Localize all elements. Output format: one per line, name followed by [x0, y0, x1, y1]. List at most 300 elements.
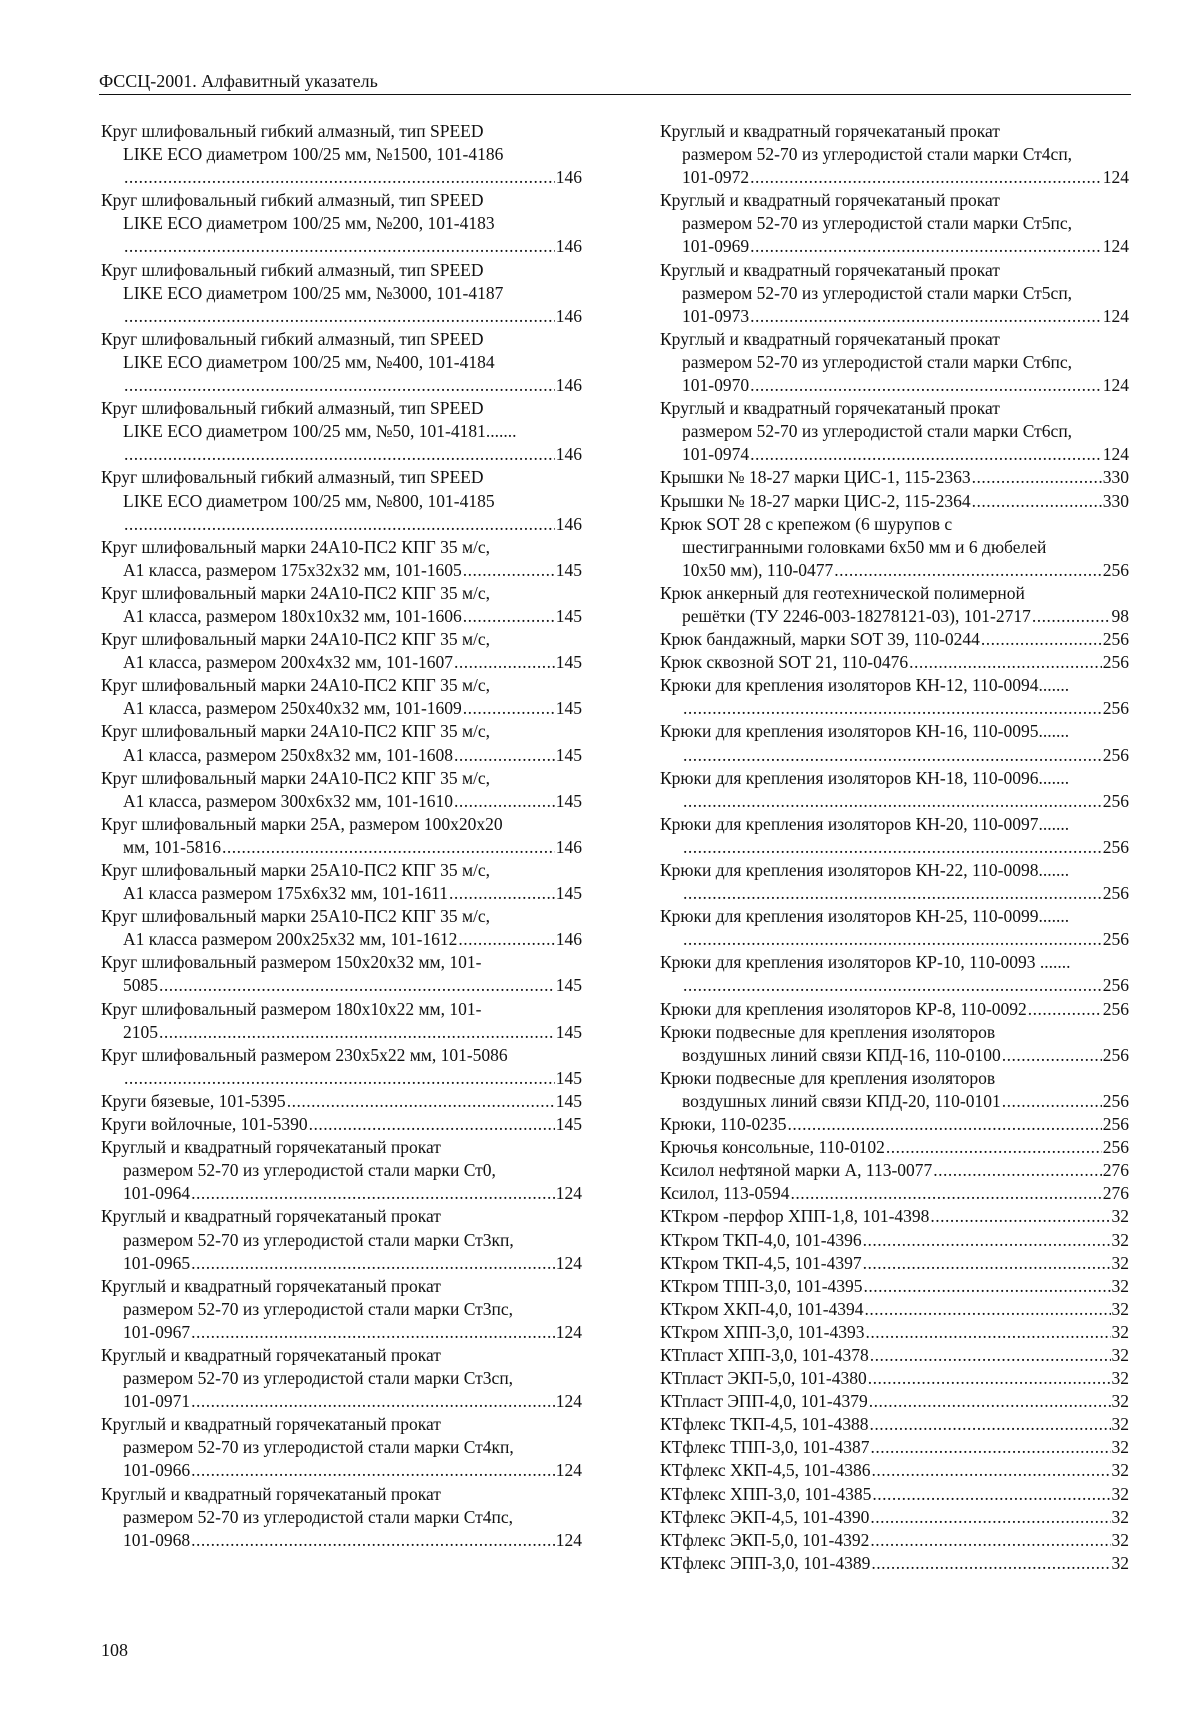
dot-leader [449, 882, 555, 905]
page-reference: 276 [1102, 1160, 1129, 1181]
dot-leader [191, 1529, 555, 1552]
entry-text-line: Круг шлифовальный марки 24А10-ПС2 КПГ 35 м/с, [101, 675, 491, 696]
entry-leader-line [101, 882, 582, 905]
dot-leader [683, 790, 1102, 813]
entry-text-line: КТкром ТКП-4,0, 101-4396 [660, 1229, 862, 1250]
entry-text-line: Крюки для крепления изоляторов КН-22, 110-0098....... [660, 860, 1070, 880]
entry-text-line: КТкром ХКП-4,0, 101-4394 [660, 1298, 864, 1319]
entry-text-line: КТфлекс ЭКП-5,0, 101-4392 [660, 1529, 870, 1550]
entry-text-line: Круг шлифовальный гибкий алмазный, тип SPEED [101, 121, 484, 141]
page-reference: 145 [555, 744, 582, 765]
entry-text-line: Круглый и квадратный горячекатаный прокат [101, 1483, 441, 1504]
entry-text-line: Круг шлифовальный марки 24А10-ПС2 КПГ 35 м/с, [101, 767, 491, 788]
index-entry [660, 490, 1129, 513]
entry-leader-line [660, 651, 1129, 674]
dot-leader [463, 605, 555, 628]
entry-text-line: 101-0967 [123, 1321, 191, 1342]
index-entry [101, 720, 582, 766]
page-reference: 124 [1102, 305, 1129, 326]
index-entry [660, 905, 1129, 951]
entry-text-line: размером 52-70 из углеродистой стали марки Ст3пс, [123, 1298, 514, 1319]
page-reference: 32 [1111, 1529, 1129, 1550]
entry-text-line: воздушных линий связи КПД-20, 110-0101 [682, 1090, 1001, 1111]
entry-text-line: 101-0971 [123, 1391, 191, 1412]
dot-leader [865, 1298, 1111, 1321]
entry-text-line: 101-0974 [682, 444, 750, 465]
index-entry [101, 1483, 582, 1552]
entry-text-line: Круглый и квадратный горячекатаный прокат [660, 328, 1000, 349]
index-entry [101, 1205, 582, 1274]
entry-leader-line [660, 235, 1129, 258]
entry-leader-line [101, 235, 582, 258]
index-entry [660, 513, 1129, 582]
entry-text-line: Круг шлифовальный гибкий алмазный, тип SPEED [101, 398, 484, 419]
entry-text-line: LIKE ECO диаметром 100/25 мм, №800, 101-4185 [123, 490, 495, 511]
entry-text-line: размером 52-70 из углеродистой стали марки Ст3сп, [123, 1368, 514, 1389]
index-entry [101, 1136, 582, 1205]
entry-text-line: КТфлекс ЭКП-4,5, 101-4390 [660, 1506, 870, 1527]
page-reference: 146 [555, 167, 582, 188]
page-reference: 146 [555, 444, 582, 465]
entry-text-line: Крюки для крепления изоляторов КН-12, 110-0094....... [660, 675, 1070, 696]
index-entry [101, 1113, 582, 1136]
dot-leader [124, 513, 555, 536]
entry-text-line: КТкром ТКП-4,5, 101-4397 [660, 1252, 862, 1273]
entry-leader-line [660, 466, 1129, 489]
page-reference: 330 [1102, 467, 1129, 488]
entry-text-line: решётки (ТУ 2246-003-18278121-03), 101-2717 [682, 605, 1031, 626]
entry-leader-line [660, 928, 1129, 951]
page-reference: 256 [1102, 1114, 1129, 1135]
entry-leader-line [101, 1252, 582, 1275]
page-reference: 145 [555, 1067, 582, 1088]
entry-text-line: Круглый и квадратный горячекатаный прокат [101, 1414, 441, 1435]
entry-text-line: Круги бязевые, 101-5395 [101, 1090, 286, 1111]
entry-text-line: Круг шлифовальный гибкий алмазный, тип SPEED [101, 259, 484, 280]
entry-leader-line [660, 166, 1129, 189]
dot-leader [124, 305, 555, 328]
entry-leader-line [660, 744, 1129, 767]
entry-leader-line [660, 1113, 1129, 1136]
entry-leader-line [101, 744, 582, 767]
index-entry [660, 1182, 1129, 1205]
index-entry [660, 1321, 1129, 1344]
index-entry [660, 674, 1129, 720]
page-reference: 256 [1102, 744, 1129, 765]
index-entry [660, 1113, 1129, 1136]
page-reference: 145 [555, 1021, 582, 1042]
entry-text-line: Круг шлифовальный размером 180х10х22 мм, 101- [101, 998, 482, 1019]
entry-text-line: Круг шлифовальный гибкий алмазный, тип SPEED [101, 190, 484, 211]
dot-leader [863, 1252, 1111, 1275]
index-entry [101, 1413, 582, 1482]
index-entry [101, 466, 582, 535]
index-entry [101, 998, 582, 1044]
running-header [99, 70, 1131, 95]
page-reference: 32 [1111, 1414, 1129, 1435]
page-reference: 32 [1111, 1252, 1129, 1273]
entry-leader-line [660, 1252, 1129, 1275]
index-entry [660, 328, 1129, 397]
entry-leader-line [101, 1182, 582, 1205]
entry-text-line: КТфлекс ХПП-3,0, 101-4385 [660, 1483, 872, 1504]
entry-text-line: Крюки для крепления изоляторов КР-10, 110-0093 ....... [660, 952, 1071, 973]
index-entry [101, 582, 582, 628]
entry-leader-line [101, 374, 582, 397]
entry-text-line: Крюк сквозной SOT 21, 110-0476 [660, 652, 909, 673]
page-reference: 256 [1102, 929, 1129, 950]
dot-leader [863, 1229, 1111, 1252]
entry-leader-line [660, 1321, 1129, 1344]
entry-text-line: размером 52-70 из углеродистой стали марки Ст4сп, [682, 144, 1073, 165]
entry-text-line: 101-0972 [682, 167, 750, 188]
entry-text-line: 10х50 мм), 110-0477 [682, 559, 834, 580]
entry-text-line: А1 класса размером 175х6х32 мм, 101-1611 [123, 883, 448, 904]
entry-leader-line [660, 305, 1129, 328]
entry-text-line: Круг шлифовальный марки 25А10-ПС2 КПГ 35 м/с, [101, 906, 491, 927]
page-reference: 256 [1102, 1137, 1129, 1158]
dot-leader [191, 1182, 555, 1205]
index-entry [660, 189, 1129, 258]
index-entry [660, 1159, 1129, 1182]
page-reference: 98 [1111, 605, 1129, 626]
index-entry [660, 466, 1129, 489]
dot-leader [870, 1506, 1110, 1529]
entry-leader-line [660, 790, 1129, 813]
entry-leader-line [101, 605, 582, 628]
page-reference: 32 [1111, 1368, 1129, 1389]
entry-leader-line [101, 1390, 582, 1413]
index-entry [660, 1229, 1129, 1252]
dot-leader [972, 490, 1102, 513]
entry-text-line: размером 52-70 из углеродистой стали марки Ст3кп, [123, 1229, 514, 1250]
entry-text-line: Круг шлифовальный марки 24А10-ПС2 КПГ 35 м/с, [101, 536, 491, 557]
dot-leader [454, 651, 555, 674]
page-reference: 32 [1111, 1229, 1129, 1250]
dot-leader [871, 1459, 1110, 1482]
entry-text-line: КТкром -перфор ХПП-1,8, 101-4398 [660, 1206, 930, 1227]
dot-leader [981, 628, 1102, 651]
entry-text-line: Крюки подвесные для крепления изоляторов [660, 1021, 996, 1042]
entry-leader-line [660, 1459, 1129, 1482]
entry-leader-line [660, 1229, 1129, 1252]
page-reference: 146 [555, 513, 582, 534]
entry-leader-line [660, 1436, 1129, 1459]
index-entry [660, 259, 1129, 328]
entry-text-line: LIKE ECO диаметром 100/25 мм, №50, 101-4181....... [123, 421, 517, 442]
entry-text-line: Круг шлифовальный гибкий алмазный, тип SPEED [101, 328, 484, 349]
page-number: 108 [101, 1640, 128, 1660]
index-entry [660, 628, 1129, 651]
page-reference: 124 [555, 1391, 582, 1412]
dot-leader [1002, 1090, 1102, 1113]
entry-leader-line [660, 1044, 1129, 1067]
entry-text-line: Ксилол нефтяной марки А, 113-0077 [660, 1160, 933, 1181]
entry-text-line: Круглый и квадратный горячекатаный прокат [101, 1344, 441, 1365]
page-reference: 256 [1102, 836, 1129, 857]
page-reference: 146 [555, 375, 582, 396]
entry-text-line: А1 класса, размером 300х6х32 мм, 101-1610 [123, 790, 454, 811]
page-reference: 145 [555, 790, 582, 811]
entry-leader-line [660, 1136, 1129, 1159]
entry-leader-line [660, 697, 1129, 720]
index-entry [101, 674, 582, 720]
page-reference: 124 [555, 1529, 582, 1550]
dot-leader [683, 928, 1102, 951]
dot-leader [191, 1459, 555, 1482]
entry-leader-line [660, 974, 1129, 997]
index-entry [101, 767, 582, 813]
index-entry [660, 1252, 1129, 1275]
page-reference: 145 [555, 698, 582, 719]
entry-text-line: Крюк бандажный, марки SOT 39, 110-0244 [660, 629, 980, 650]
dot-leader [750, 305, 1102, 328]
entry-text-line: 101-0973 [682, 305, 750, 326]
entry-text-line: Круг шлифовальный гибкий алмазный, тип SPEED [101, 467, 484, 488]
dot-leader [454, 790, 555, 813]
entry-text-line: А1 класса, размером 175х32х32 мм, 101-1605 [123, 559, 462, 580]
entry-text-line: КТпласт ЭКП-5,0, 101-4380 [660, 1368, 867, 1389]
entry-leader-line [101, 513, 582, 536]
entry-text-line: 101-0968 [123, 1529, 191, 1550]
entry-leader-line [101, 651, 582, 674]
page-reference: 256 [1102, 1044, 1129, 1065]
entry-text-line: LIKE ECO диаметром 100/25 мм, №1500, 101-4186 [123, 144, 504, 165]
index-entry [101, 951, 582, 997]
entry-text-line: Крюк SOT 28 с крепежом (6 шурупов с [660, 513, 953, 534]
entry-text-line: А1 класса, размером 180х10х32 мм, 101-1606 [123, 605, 462, 626]
dot-leader [683, 697, 1102, 720]
dot-leader [191, 1390, 555, 1413]
entry-leader-line [660, 836, 1129, 859]
index-entry [660, 1367, 1129, 1390]
page-reference: 146 [555, 305, 582, 326]
dot-leader [933, 1159, 1101, 1182]
entry-leader-line [101, 305, 582, 328]
entry-leader-line [660, 998, 1129, 1021]
dot-leader [864, 1275, 1111, 1298]
entry-leader-line [660, 882, 1129, 905]
page-reference: 32 [1111, 1506, 1129, 1527]
entry-leader-line [660, 374, 1129, 397]
index-entry [660, 1506, 1129, 1529]
page-reference: 256 [1102, 629, 1129, 650]
entry-text-line: А1 класса, размером 250х8х32 мм, 101-1608 [123, 744, 454, 765]
dot-leader [683, 836, 1102, 859]
dot-leader [463, 559, 555, 582]
page-reference: 146 [555, 236, 582, 257]
entry-text-line: Круг шлифовальный марки 25А10-ПС2 КПГ 35 м/с, [101, 860, 491, 880]
page-reference: 256 [1102, 998, 1129, 1019]
dot-leader [454, 744, 555, 767]
page-reference: 256 [1102, 559, 1129, 580]
entry-text-line: Круг шлифовальный размером 230х5х22 мм, 101-5086 [101, 1044, 508, 1065]
entry-text-line: размером 52-70 из углеродистой стали марки Ст5сп, [682, 282, 1073, 303]
dot-leader [750, 374, 1102, 397]
page-reference: 145 [555, 652, 582, 673]
page-reference: 145 [555, 559, 582, 580]
index-entry [660, 651, 1129, 674]
page-reference: 124 [555, 1252, 582, 1273]
index-entry [101, 189, 582, 258]
index-entry [101, 628, 582, 674]
entry-leader-line [101, 1021, 582, 1044]
page-reference: 124 [555, 1460, 582, 1481]
dot-leader [834, 559, 1101, 582]
entry-text-line: КТфлекс ЭПП-3,0, 101-4389 [660, 1552, 871, 1573]
entry-text-line: Крюки для крепления изоляторов КН-20, 110-0097....... [660, 813, 1070, 834]
page-reference: 145 [555, 1090, 582, 1111]
dot-leader [683, 882, 1102, 905]
page-reference: 32 [1111, 1460, 1129, 1481]
entry-leader-line [660, 1275, 1129, 1298]
dot-leader [124, 1067, 555, 1090]
dot-leader [868, 1367, 1111, 1390]
entry-leader-line [660, 490, 1129, 513]
entry-text-line: Круг шлифовальный марки 24А10-ПС2 КПГ 35 м/с, [101, 721, 491, 742]
entry-leader-line [660, 1390, 1129, 1413]
page-reference: 124 [1102, 444, 1129, 465]
entry-text-line: Круглый и квадратный горячекатаный прокат [660, 259, 1000, 280]
entry-leader-line [660, 1344, 1129, 1367]
entry-text-line: Крышки № 18-27 марки ЦИС-1, 115-2363 [660, 467, 971, 488]
page-reference: 32 [1111, 1483, 1129, 1504]
index-entry [660, 1552, 1129, 1575]
index-entry [660, 1021, 1129, 1067]
page-reference: 32 [1111, 1552, 1129, 1573]
index-entry [101, 536, 582, 582]
entry-leader-line [660, 559, 1129, 582]
dot-leader [870, 1344, 1111, 1367]
entry-leader-line [660, 443, 1129, 466]
entry-leader-line [660, 1483, 1129, 1506]
entry-leader-line [660, 1298, 1129, 1321]
dot-leader [972, 466, 1102, 489]
entry-text-line: КТкром ХПП-3,0, 101-4393 [660, 1321, 865, 1342]
entry-text-line: КТкром ТПП-3,0, 101-4395 [660, 1275, 863, 1296]
header-title: ФССЦ-2001. Алфавитный указатель [99, 71, 378, 91]
page-reference: 146 [555, 836, 582, 857]
dot-leader [683, 744, 1102, 767]
entry-leader-line [660, 1090, 1129, 1113]
entry-text-line: размером 52-70 из углеродистой стали марки Ст6пс, [682, 351, 1073, 372]
entry-leader-line [101, 1113, 582, 1136]
index-column-right [660, 120, 1129, 1575]
index-entry [101, 1275, 582, 1344]
entry-text-line: воздушных линий связи КПД-16, 110-0100 [682, 1044, 1001, 1065]
dot-leader [124, 374, 555, 397]
dot-leader [750, 166, 1102, 189]
entry-leader-line [101, 1459, 582, 1482]
entry-text-line: 101-0969 [682, 236, 750, 257]
page-reference: 256 [1102, 883, 1129, 904]
dot-leader [124, 166, 555, 189]
entry-text-line: 101-0964 [123, 1183, 191, 1204]
page-reference: 256 [1102, 975, 1129, 996]
dot-leader [791, 1182, 1102, 1205]
entry-text-line: Крюк анкерный для геотехнической полимерной [660, 582, 1025, 603]
entry-text-line: КТфлекс ХКП-4,5, 101-4386 [660, 1460, 871, 1481]
entry-text-line: 2105 [123, 1021, 158, 1042]
page-reference: 145 [555, 605, 582, 626]
index-entry [660, 859, 1129, 905]
entry-text-line: Крюки для крепления изоляторов КН-18, 110-0096....... [660, 767, 1070, 788]
entry-text-line: Круг шлифовальный марки 25А, размером 100х20х20 [101, 813, 503, 834]
page-reference: 256 [1102, 1090, 1129, 1111]
page-reference: 146 [555, 929, 582, 950]
page-reference: 124 [1102, 167, 1129, 188]
entry-text-line: Крюки для крепления изоляторов КН-25, 110-0099....... [660, 906, 1070, 927]
index-entry [660, 720, 1129, 766]
dot-leader [124, 235, 555, 258]
index-entry [660, 813, 1129, 859]
index-entry [660, 1205, 1129, 1228]
entry-leader-line [660, 1552, 1129, 1575]
entry-leader-line [101, 1321, 582, 1344]
entry-text-line: 101-0966 [123, 1460, 191, 1481]
index-column-left [101, 120, 582, 1552]
entry-leader-line [101, 928, 582, 951]
entry-leader-line [660, 628, 1129, 651]
index-entry [660, 1529, 1129, 1552]
entry-text-line: А1 класса размером 200х25х32 мм, 101-1612 [123, 929, 458, 950]
dot-leader [870, 1436, 1110, 1459]
entry-leader-line [660, 1159, 1129, 1182]
dot-leader [124, 443, 555, 466]
index-entry [660, 1436, 1129, 1459]
entry-leader-line [101, 1090, 582, 1113]
entry-text-line: LIKE ECO диаметром 100/25 мм, №200, 101-4183 [123, 213, 495, 234]
entry-leader-line [101, 166, 582, 189]
entry-text-line: А1 класса, размером 200х4х32 мм, 101-1607 [123, 652, 454, 673]
entry-leader-line [660, 1413, 1129, 1436]
index-entry [660, 998, 1129, 1021]
dot-leader [1032, 605, 1111, 628]
dot-leader [683, 974, 1102, 997]
entry-leader-line [101, 1067, 582, 1090]
entry-leader-line [660, 605, 1129, 628]
entry-leader-line [660, 1182, 1129, 1205]
entry-leader-line [101, 1529, 582, 1552]
dot-leader [930, 1205, 1110, 1228]
entry-text-line: Круг шлифовальный марки 24А10-ПС2 КПГ 35 м/с, [101, 629, 491, 650]
index-entry [660, 1067, 1129, 1113]
dot-leader [159, 974, 555, 997]
index-entry [660, 1136, 1129, 1159]
page-reference: 124 [1102, 236, 1129, 257]
index-entry [660, 1483, 1129, 1506]
page-reference: 330 [1102, 490, 1129, 511]
dot-leader [191, 1321, 555, 1344]
entry-text-line: Крюки подвесные для крепления изоляторов [660, 1067, 996, 1088]
entry-text-line: Круглый и квадратный горячекатаный прокат [660, 398, 1000, 419]
index-entry [101, 859, 582, 905]
index-entry [660, 1413, 1129, 1436]
index-entry [660, 951, 1129, 997]
dot-leader [159, 1021, 555, 1044]
index-entry [101, 397, 582, 466]
entry-text-line: КТпласт ЭПП-4,0, 101-4379 [660, 1391, 868, 1412]
page-reference: 32 [1111, 1298, 1129, 1319]
index-entry [660, 1344, 1129, 1367]
page-reference: 32 [1111, 1437, 1129, 1458]
page-reference: 32 [1111, 1321, 1129, 1342]
page-reference: 256 [1102, 652, 1129, 673]
page-reference: 32 [1111, 1344, 1129, 1365]
entry-text-line: Круглый и квадратный горячекатаный прокат [660, 121, 1000, 141]
page-reference: 32 [1111, 1206, 1129, 1227]
index-entry [660, 1459, 1129, 1482]
